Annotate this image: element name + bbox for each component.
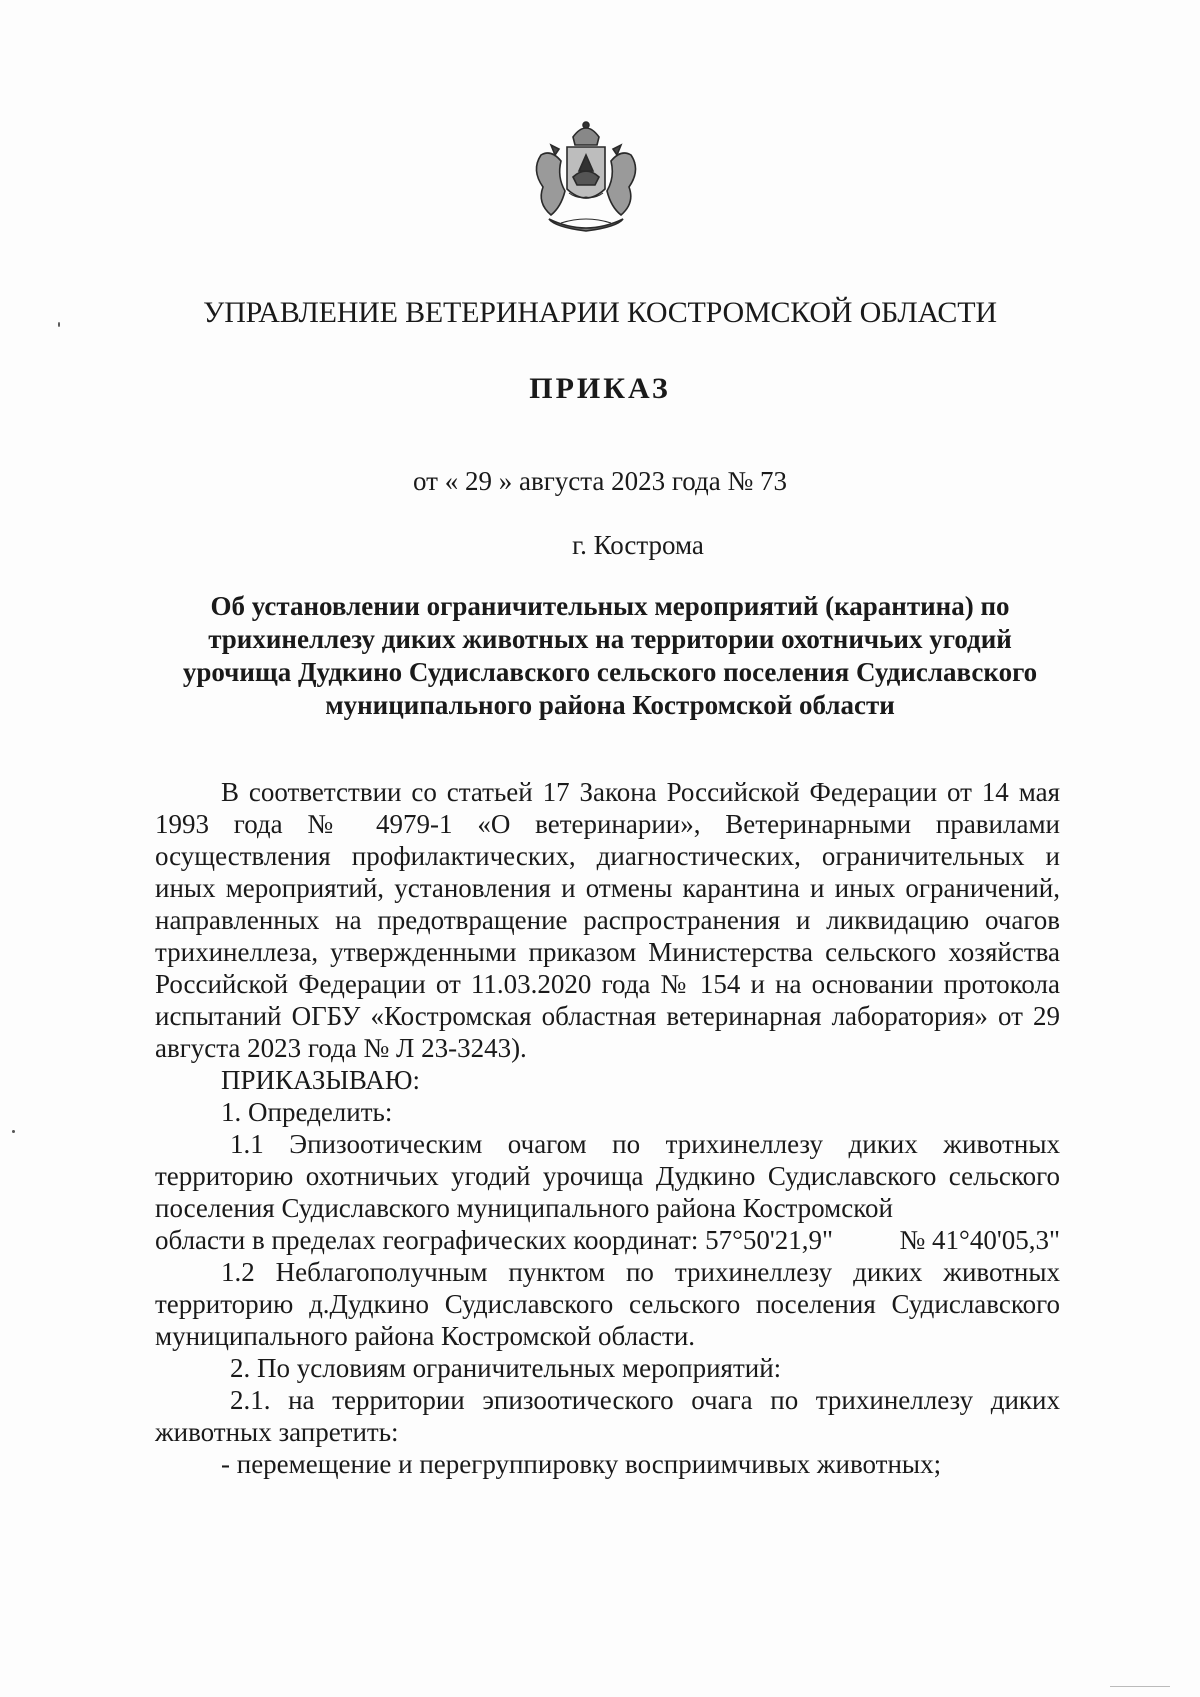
document-type: ПРИКАЗ: [529, 372, 671, 405]
subject-line: муниципального района Костромской области: [325, 690, 895, 720]
coat-of-arms-emblem: [521, 115, 651, 245]
item-1-1-coordinates: [155, 1224, 1060, 1256]
item-2: 2. По условиям ограничительных мероприятий:: [230, 1353, 782, 1383]
document-city: г. Кострома: [572, 530, 704, 560]
item-2-1-a: - перемещение и перегруппировку восприимчивых животных;: [221, 1449, 942, 1479]
subject-line: урочища Дудкино Судиславского сельского поселения Судиславского: [182, 657, 1038, 687]
item-1-2: 1.2 Неблагополучным пунктом по трихинеллезу диких животных территорию д.Дудкино Судиславского сельского поселения Судиславского муниципального района Костромской области.: [155, 1257, 1060, 1351]
preamble-paragraph: В соответствии со статьей 17 Закона Российской Федерации от 14 мая 1993 года № 4979-1 «О ветеринарии», Ветеринарными правилами осуществления профилактических, диагностических, ограничительных и иных мероприятий, установления и отмены карантина и иных ограничений, направленных на предотвращение распространения и ликвидацию очагов трихинеллеза, утвержденными приказом Министерства сельского хозяйства Российской Федерации от 11.03.2020 года № 154 и на основании протокола испытаний ОГБУ «Костромская областная ветеринарная лаборатория» от 29 августа 2023 года № Л 23-3243).: [155, 777, 1060, 1063]
agency-name: УПРАВЛЕНИЕ ВЕТЕРИНАРИИ КОСТРОМСКОЙ ОБЛАСТИ: [203, 296, 997, 329]
item-1: 1. Определить:: [221, 1097, 393, 1127]
document-date-number: от « 29 » августа 2023 года № 73: [413, 466, 787, 496]
scan-speck: [1110, 1686, 1170, 1687]
coordinates-latitude: области в пределах географических координат: 57°50'21,9": [155, 1225, 834, 1255]
item-1-1: 1.1 Эпизоотическим очагом по трихинеллезу диких животных территорию охотничьих угодий урочища Дудкино Судиславского сельского поселения Судиславского муниципального района Костромской: [155, 1129, 1060, 1223]
order-word: ПРИКАЗЫВАЮ:: [221, 1065, 420, 1095]
document-subject: [150, 590, 1070, 722]
coordinates-longitude: № 41°40'05,3": [899, 1225, 1060, 1255]
scan-speck: [58, 322, 60, 327]
subject-line: трихинеллезу диких животных на территории охотничьих угодий: [208, 624, 1012, 654]
item-2-1: 2.1. на территории эпизоотического очага по трихинеллезу диких животных запретить:: [155, 1385, 1060, 1447]
scan-speck: [12, 1130, 15, 1133]
document-body: [155, 776, 1060, 1480]
subject-line: Об установлении ограничительных мероприятий (карантина) по: [210, 591, 1010, 621]
